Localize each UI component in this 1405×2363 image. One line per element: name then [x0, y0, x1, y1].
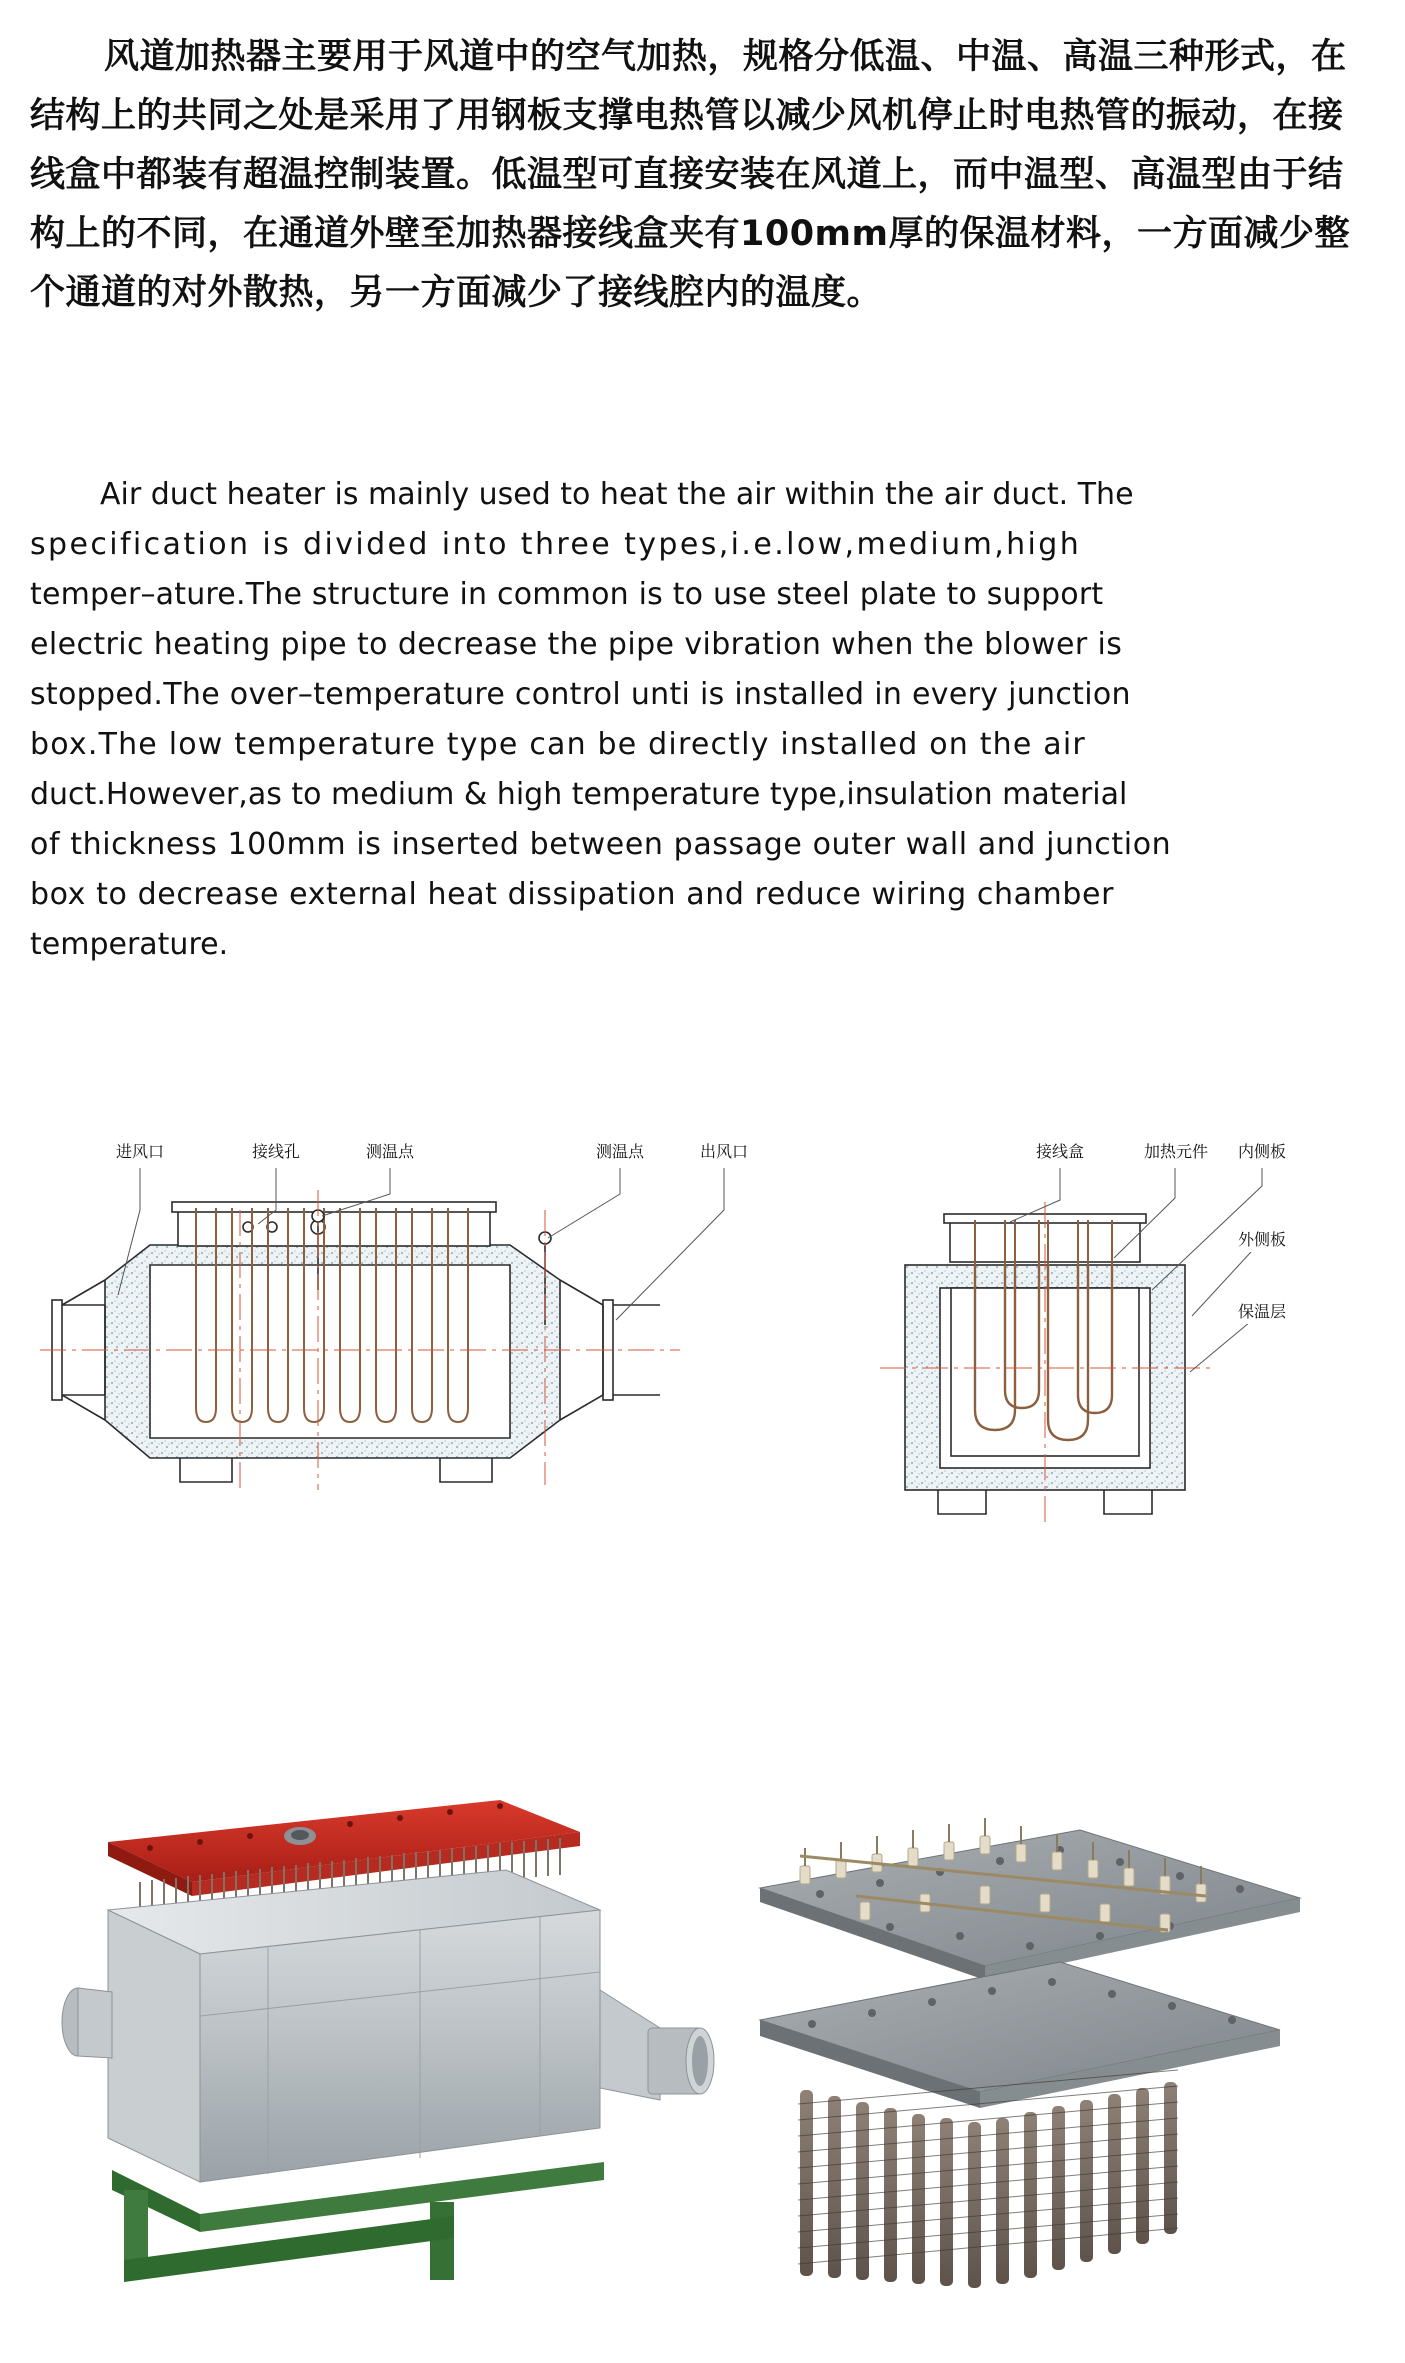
- english-line-9: box to decrease external heat dissipation and reduce wiring chamber: [30, 877, 1115, 912]
- english-line-6: box.The low temperature type can be directly installed on the air: [30, 727, 1086, 762]
- product-photos: [0, 1770, 1405, 2330]
- english-paragraph: [30, 470, 1375, 970]
- english-line-7: duct.However,as to medium & high temperature type,insulation material: [30, 777, 1128, 812]
- english-line-4: electric heating pipe to decrease the pipe vibration when the blower is: [30, 627, 1123, 662]
- callout-outlet: 出风口: [699, 1142, 749, 1161]
- english-line-10: temperature.: [30, 927, 229, 962]
- english-line-1: Air duct heater is mainly used to heat the air within the air duct. The: [100, 477, 1134, 512]
- callout-temp-point-1: 测温点: [365, 1142, 415, 1161]
- air-duct-heater-assembled-photo: [62, 1800, 714, 2282]
- callout-wiring-hole: 接线孔: [251, 1142, 301, 1161]
- callout-junction-box: 接线盒: [1035, 1142, 1085, 1161]
- english-line-3: temper–ature.The structure in common is to use steel plate to support: [30, 577, 1104, 612]
- heating-element-bundle-photo: [760, 1818, 1300, 2288]
- callout-heating-element: 加热元件: [1143, 1142, 1209, 1161]
- callout-insulation-layer: 保温层: [1237, 1302, 1287, 1321]
- duct-heater-section-view: [880, 1140, 1294, 1522]
- callout-inner-plate: 内侧板: [1237, 1142, 1287, 1161]
- callout-inlet: 进风口: [115, 1142, 165, 1161]
- callout-outer-plate: 外侧板: [1237, 1230, 1287, 1249]
- english-line-8: of thickness 100mm is inserted between passage outer wall and junction: [30, 827, 1172, 862]
- english-line-2: specification is divided into three types,i.e.low,medium,high: [30, 527, 1082, 562]
- callout-temp-point-2: 测温点: [595, 1142, 645, 1161]
- duct-heater-side-view: [40, 1140, 756, 1490]
- technical-drawings: [0, 1090, 1405, 1650]
- english-line-5: stopped.The over–temperature control unti is installed in every junction: [30, 677, 1131, 712]
- chinese-paragraph: 风道加热器主要用于风道中的空气加热，规格分低温、中温、高温三种形式，在结构上的共同之处是采用了用钢板支撑电热管以减少风机停止时电热管的振动，在接线盒中都装有超温控制装置。低温型可直接安装在风道上，而中温型、高温型由于结构上的不同，在通道外壁至加热器接线盒夹有100mm厚的保温材料，一方面减少整个通道的对外散热，另一方面减少了接线腔内的温度。: [30, 37, 1351, 313]
